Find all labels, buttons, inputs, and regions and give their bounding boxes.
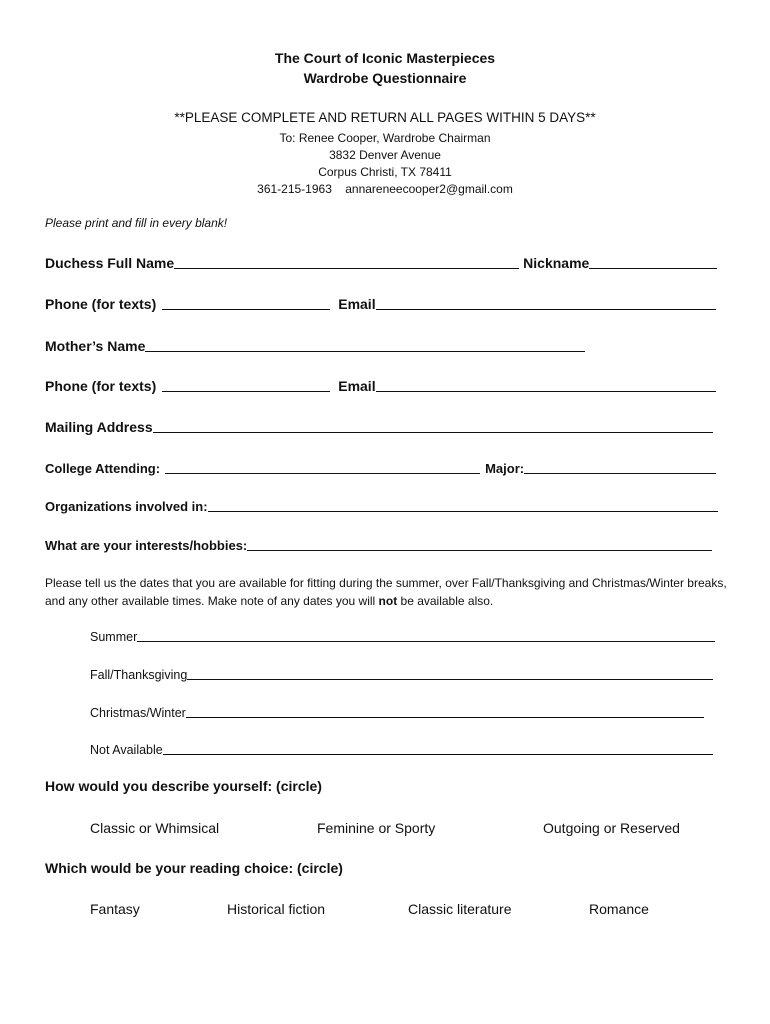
interests-label: What are your interests/hobbies: xyxy=(45,538,248,553)
mothers-name-field[interactable] xyxy=(145,337,585,352)
organizations-field[interactable] xyxy=(208,497,718,512)
mother-email-label: Email xyxy=(338,378,376,394)
not-available-row xyxy=(90,740,713,757)
not-available-field[interactable] xyxy=(163,740,713,755)
city-state-zip: Corpus Christi, TX 78411 xyxy=(318,165,452,179)
form-title: The Court of Iconic Masterpieces xyxy=(274,50,496,66)
reading-option-romance[interactable]: Romance xyxy=(589,901,649,917)
mother-phone-label: Phone (for texts) xyxy=(45,378,157,394)
describe-option-classic-whimsical[interactable]: Classic or Whimsical xyxy=(90,820,220,836)
winter-row xyxy=(90,703,704,720)
college-field[interactable] xyxy=(165,459,480,474)
winter-label: Christmas/Winter xyxy=(90,706,186,720)
major-label: Major: xyxy=(485,461,525,476)
winter-field[interactable] xyxy=(186,703,704,718)
phone-email-row xyxy=(45,295,716,312)
duchess-name-label: Duchess Full Name xyxy=(45,255,175,271)
fall-field[interactable] xyxy=(187,665,713,680)
availability-text-1: Please tell us the dates that you are available for fitting during the summer, over Fall/Thanksgiving and Christmas/Winter breaks, and any other available times. Make note of any dates you will xyxy=(45,576,727,608)
organizations-row xyxy=(45,497,718,514)
duchess-name-field[interactable] xyxy=(174,254,519,269)
form-subtitle: Wardrobe Questionnaire xyxy=(303,70,467,86)
mothers-name-label: Mother’s Name xyxy=(45,338,146,354)
organizations-label: Organizations involved in: xyxy=(45,499,208,514)
mother-phone-field[interactable] xyxy=(162,377,330,392)
college-label: College Attending: xyxy=(45,461,161,476)
interests-field[interactable] xyxy=(247,536,712,551)
mailing-address-row xyxy=(45,418,713,435)
contact-line xyxy=(0,182,770,196)
phone-label: Phone (for texts) xyxy=(45,296,157,312)
email-label: Email xyxy=(338,296,376,312)
return-instruction: **PLEASE COMPLETE AND RETURN ALL PAGES WITHIN 5 DAYS** xyxy=(174,110,596,125)
reading-option-fantasy[interactable]: Fantasy xyxy=(90,901,140,917)
mother-email-field[interactable] xyxy=(376,377,716,392)
availability-instructions xyxy=(45,574,735,610)
duchess-name-row xyxy=(45,254,717,271)
summer-field[interactable] xyxy=(137,627,715,642)
fill-instruction-note: Please print and fill in every blank! xyxy=(45,216,228,230)
recipient-line: To: Renee Cooper, Wardrobe Chairman xyxy=(279,131,491,145)
nickname-label: Nickname xyxy=(523,255,590,271)
availability-text-2: be available also. xyxy=(397,594,494,608)
reading-option-classic-literature[interactable]: Classic literature xyxy=(408,901,512,917)
describe-question: How would you describe yourself: (circle) xyxy=(45,778,322,794)
describe-option-feminine-sporty[interactable]: Feminine or Sporty xyxy=(317,820,436,836)
mailing-address-label: Mailing Address xyxy=(45,419,153,435)
mother-phone-email-row xyxy=(45,377,716,394)
summer-row xyxy=(90,627,715,644)
nickname-field[interactable] xyxy=(589,254,717,269)
not-available-label: Not Available xyxy=(90,743,163,757)
availability-emphasis: not xyxy=(378,594,398,608)
mothers-name-row xyxy=(45,337,585,354)
contact-email: annareneecooper2@gmail.com xyxy=(345,182,513,196)
fall-row xyxy=(90,665,713,682)
mailing-address-field[interactable] xyxy=(153,418,713,433)
reading-option-historical-fiction[interactable]: Historical fiction xyxy=(227,901,326,917)
phone-field[interactable] xyxy=(162,295,330,310)
email-field[interactable] xyxy=(376,295,716,310)
contact-phone: 361-215-1963 xyxy=(257,182,332,196)
major-field[interactable] xyxy=(524,459,716,474)
interests-row xyxy=(45,536,712,553)
college-major-row xyxy=(45,459,716,476)
summer-label: Summer xyxy=(90,630,138,644)
street-address: 3832 Denver Avenue xyxy=(329,148,441,162)
describe-option-outgoing-reserved[interactable]: Outgoing or Reserved xyxy=(543,820,680,836)
reading-question: Which would be your reading choice: (circle) xyxy=(45,860,343,876)
fall-label: Fall/Thanksgiving xyxy=(90,668,188,682)
